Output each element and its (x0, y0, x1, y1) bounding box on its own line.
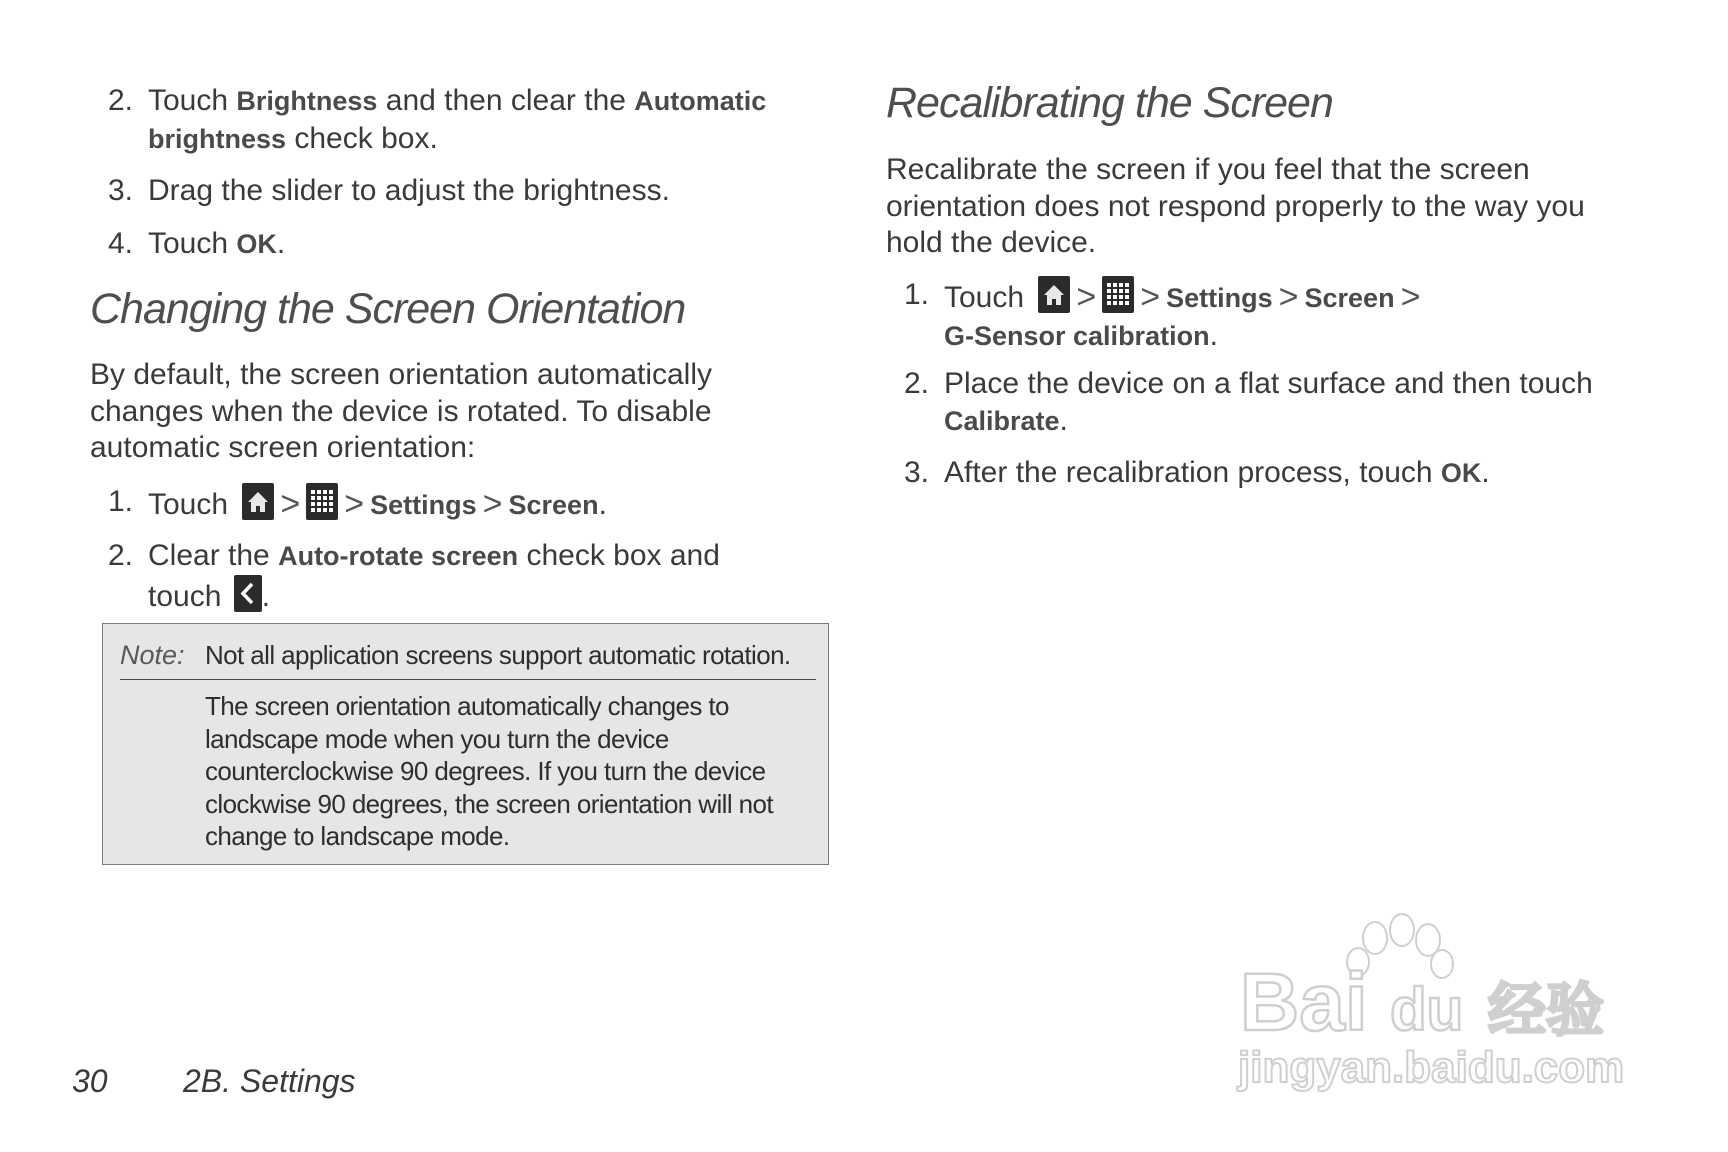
step-text: Drag the slider to adjust the brightness. (148, 174, 670, 207)
list-item (886, 276, 1646, 355)
step-number: 2. (108, 84, 134, 117)
path-separator: > (1076, 278, 1097, 316)
ui-term-ok: OK (236, 229, 277, 259)
svg-text:jingyan.baidu.com: jingyan.baidu.com (1238, 1043, 1625, 1092)
ui-term-auto-rotate-screen: Auto-rotate screen (278, 541, 519, 571)
text-run: Touch (148, 227, 237, 260)
text-run: Touch (148, 488, 229, 521)
text-run: . (261, 580, 271, 613)
text-run: . (1209, 319, 1218, 352)
path-separator: > (1140, 278, 1161, 316)
home-icon (1038, 276, 1070, 313)
note-divider (120, 679, 816, 680)
text-run: check box. (286, 122, 438, 155)
page-number: 30 (72, 1063, 108, 1099)
note-label: Note: (120, 640, 185, 670)
ui-term-brightness: Brightness (236, 86, 378, 116)
path-separator: > (482, 485, 503, 523)
text-run: . (276, 227, 286, 260)
svg-text:du: du (1390, 976, 1464, 1043)
section-intro: By default, the screen orientation automatically changes when the device is rotated. To disable automatic screen orientation: (90, 358, 713, 464)
ui-term-screen: Screen (1304, 283, 1395, 313)
home-icon (242, 483, 274, 520)
step-number: 4. (108, 227, 134, 260)
step-text (148, 82, 830, 158)
list-item (90, 537, 830, 615)
text-run: Touch (944, 281, 1025, 314)
text-run: . (1481, 456, 1490, 489)
section-heading: Recalibrating the Screen (886, 79, 1333, 127)
section-intro: Recalibrate the screen if you feel that the screen orientation does not respond properly to the way you hold the device. (886, 153, 1585, 259)
list-item (90, 172, 830, 209)
step-number: 1. (904, 278, 930, 311)
text-run: Clear the (148, 539, 279, 572)
svg-text:经验: 经验 (1488, 976, 1605, 1044)
ui-term-screen: Screen (508, 490, 599, 520)
path-separator: > (344, 485, 365, 523)
svg-text:Bai: Bai (1240, 957, 1368, 1048)
apps-icon (1102, 276, 1134, 313)
list-item (90, 82, 830, 158)
ui-term-settings: Settings (370, 490, 477, 520)
note-detail: The screen orientation automatically changes to landscape mode when you turn the device counterclockwise 90 degrees. If you turn the device clockwise 90 degrees, the screen orientation will not change to landscape mode. (205, 691, 773, 851)
step-number: 3. (108, 174, 134, 207)
text-run: After the recalibration process, touch (944, 456, 1441, 489)
baidu-watermark-logo (1230, 900, 1650, 1100)
text-run: . (598, 488, 607, 521)
step-number: 2. (108, 539, 134, 572)
list-item (90, 225, 830, 263)
text-run: . (1059, 404, 1068, 437)
ui-term-calibrate: Calibrate (944, 406, 1060, 436)
step-number: 1. (108, 485, 134, 518)
note-text: Not all application screens support automatic rotation. (205, 640, 791, 670)
path-separator: > (1400, 278, 1421, 316)
ui-term-automatic-brightness: Automatic brightness (148, 86, 767, 154)
note-box (102, 623, 829, 865)
apps-icon (306, 483, 338, 520)
back-icon (234, 575, 262, 612)
path-separator: > (1278, 278, 1299, 316)
text-run: check box and touch (148, 539, 720, 613)
list-item (886, 365, 1646, 440)
section-heading: Changing the Screen Orientation (90, 285, 686, 333)
list-item (90, 483, 830, 524)
list-item (886, 454, 1646, 492)
text-run: Place the device on a flat surface and then touch (944, 367, 1593, 400)
path-separator: > (280, 485, 301, 523)
ui-term-g-sensor-calibration: G-Sensor calibration (944, 321, 1210, 351)
text-run: Touch (148, 84, 237, 117)
section-label: 2B. Settings (183, 1063, 356, 1099)
step-number: 3. (904, 456, 930, 489)
ui-term-settings: Settings (1166, 283, 1273, 313)
step-number: 2. (904, 367, 930, 400)
text-run: and then clear the (377, 84, 635, 117)
ui-term-ok: OK (1440, 458, 1482, 488)
